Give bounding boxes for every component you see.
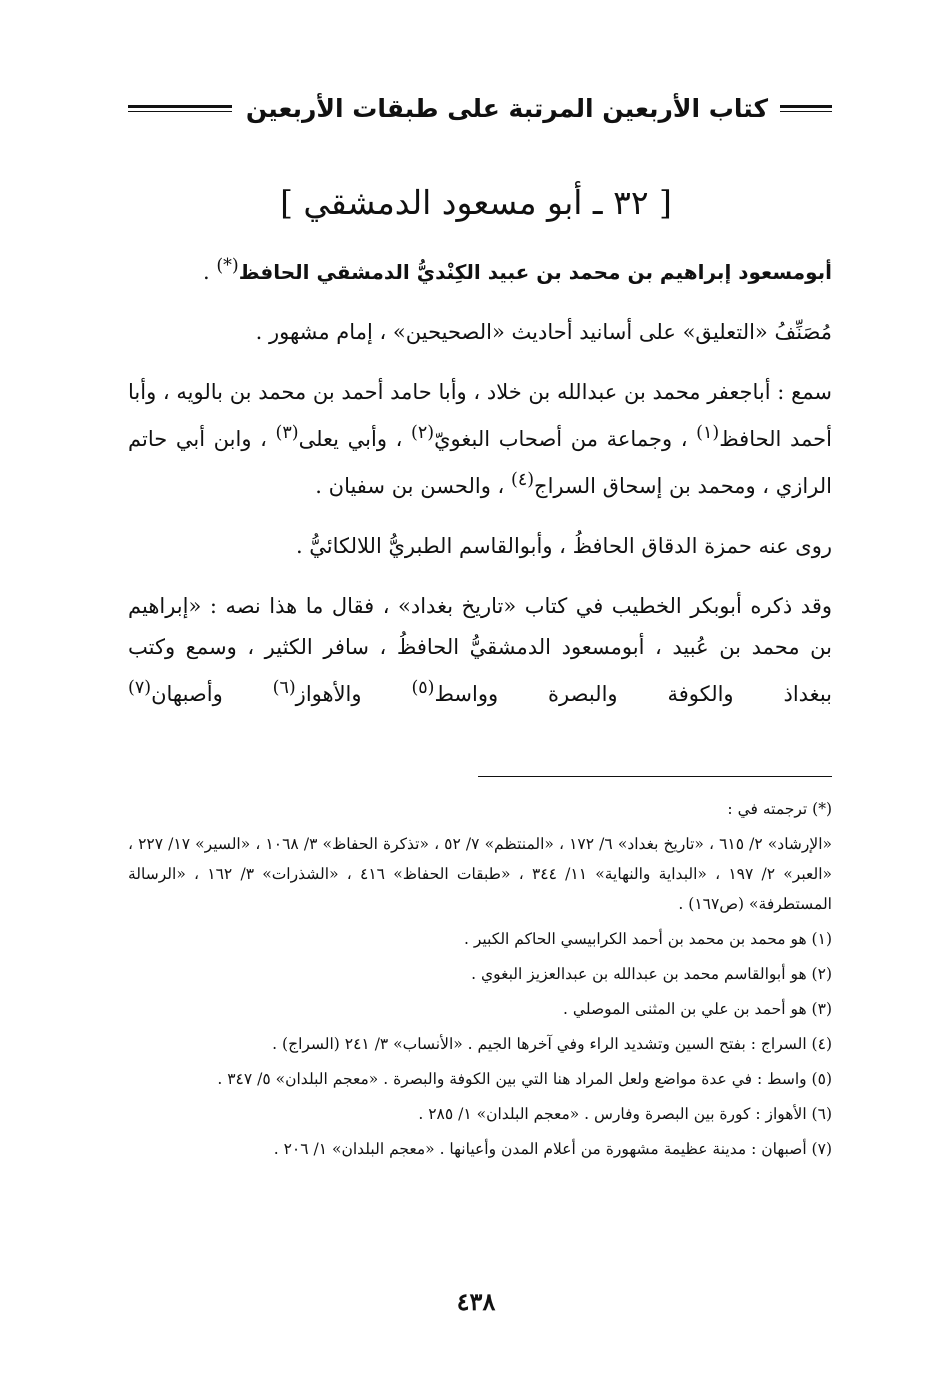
- teachers-text-c: ، وأبي يعلى: [298, 427, 412, 451]
- main-text: [128, 246, 832, 734]
- paragraph-students: روى عنه حمزة الدقاق الحافظُ ، وأبوالقاسم الطبريُّ اللالكائيُّ .: [295, 534, 832, 558]
- teachers-text-d: ، وابن أبي حاتم الرازي ، ومحمد بن إسحاق السراج: [128, 427, 832, 498]
- paragraph-author: مُصَنِّفُ «التعليق» على أسانيد أحاديث «الصحيحين» ، إمام مشهور .: [255, 320, 832, 344]
- footnote-marker-4: (٤): [510, 470, 535, 490]
- footnote-1: (١) هو محمد بن محمد بن أحمد الكرابيسي الحاكم الكبير .: [464, 930, 832, 948]
- footnote-marker-2: (٢): [411, 423, 435, 443]
- teachers-text-b: ، وجماعة من أصحاب البغويّ: [434, 427, 697, 451]
- entry-title: [ ٣٢ ـ أبو مسعود الدمشقي ]: [280, 183, 672, 222]
- footnote-3: (٣) هو أحمد بن علي بن المثنى الموصلي .: [563, 1000, 832, 1018]
- footnote-5: (٥) واسط : في عدة مواضع ولعل المراد هنا التي بين الكوفة والبصرة . «معجم البلدان» ٥/ ٣٤٧ .: [217, 1070, 832, 1088]
- footnote-4: (٤) السراج : بفتح السين وتشديد الراء وفي آخرها الجيم . «الأنساب» ٣/ ٢٤١ (السراج) .: [272, 1035, 832, 1053]
- footnote-marker-6: (٦): [272, 678, 296, 698]
- running-header: [128, 86, 832, 130]
- footnote-marker-7: (٧): [128, 678, 152, 698]
- footnote-2: (٢) هو أبوالقاسم محمد بن عبدالله بن عبدالعزيز البغوي .: [471, 965, 832, 983]
- paragraph-teachers: [128, 372, 832, 507]
- footnote-star-sources: «الإرشاد» ٢/ ٦١٥ ، «تاريخ بغداد» ٦/ ١٧٢ ، «المنتظم» ٧/ ٥٢ ، «تذكرة الحفاظ» ٣/ ١٠٦٨ ، «السير» ١٧/ ٢٢٧ ، «العبر» ٢/ ١٩٧ ، «البداية والنهاية» ١١/ ٣٤٤ ، «طبقات الحفاظ» ٤١٦ ، «الشذرات» ٣/ ١٦٢ ، «الرسالة المستطرفة» (ص١٦٧) .: [128, 835, 833, 913]
- footnote-marker-star: (*): [216, 256, 239, 276]
- footnote-star-heading: (*) ترجمته في :: [727, 800, 832, 818]
- header-rule-right: [780, 105, 832, 112]
- footnotes: [128, 794, 832, 1169]
- paragraph-khatib: [128, 586, 832, 715]
- page-number: ٤٣٨: [456, 1287, 496, 1316]
- subject-name: أبومسعود إبراهيم بن محمد بن عبيد الكِنْديُّ الدمشقي الحافظ: [238, 260, 832, 284]
- footnote-6: (٦) الأهواز : كورة بين البصرة وفارس . «معجم البلدان» ١/ ٢٨٥ .: [418, 1105, 832, 1123]
- name-paragraph: [128, 246, 832, 293]
- running-title: كتاب الأربعين المرتبة على طبقات الأربعين: [245, 93, 768, 123]
- footnote-marker-3: (٣): [275, 423, 299, 443]
- footnote-7: (٧) أصبهان : مدينة عظيمة مشهورة من أعلام المدن وأعيانها . «معجم البلدان» ١/ ٢٠٦ .: [273, 1140, 832, 1158]
- footnote-marker-5: (٥): [411, 678, 435, 698]
- teachers-text-a: سمع : أباجعفر محمد بن عبدالله بن خلاد ، وأبا حامد أحمد بن محمد بن بالويه ، وأبا أحمد الحافظ: [128, 380, 832, 451]
- khatib-text-c: وأصبهان: [151, 682, 273, 706]
- teachers-text-e: ، والحسن بن سفيان .: [315, 474, 511, 498]
- footnote-marker-1: (١): [696, 423, 720, 443]
- footnote-separator: [478, 776, 832, 777]
- name-line-end: .: [202, 260, 217, 284]
- header-rule-left: [128, 105, 232, 112]
- khatib-text-b: والأهواز: [295, 682, 412, 706]
- khatib-text-a: وقد ذكره أبوبكر الخطيب في كتاب «تاريخ بغداد» ، فقال ما هذا نصه : «إبراهيم بن محمد بن عُبيد ، أبومسعود الدمشقيُّ الحافظُ ، سافر الكثير ، وسمع وكتب ببغداذ والكوفة والبصرة وواسط: [128, 594, 832, 706]
